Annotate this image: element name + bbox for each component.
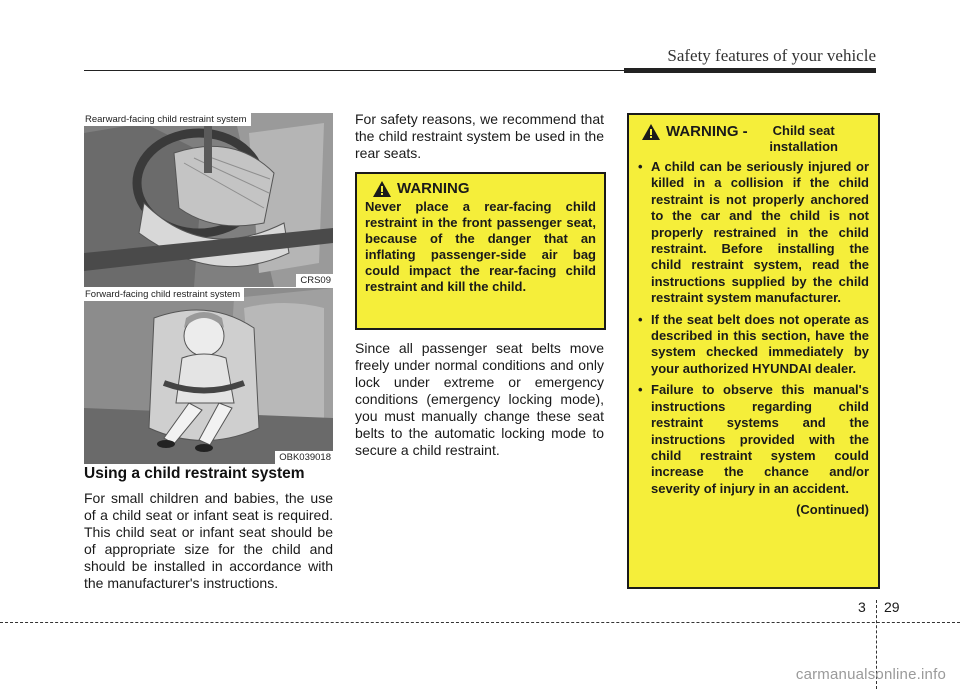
warning-text: Never place a rear-facing child restraint in the front passenger seat, because of the danger that an inflating passenger-side air bag could impact the rear-facing child restraint and kill the child.	[365, 199, 596, 294]
forward-seat-illustration	[84, 288, 333, 464]
warning-title	[373, 180, 596, 197]
section-body: For small children and babies, the use of a child seat or infant seat is required. This child seat or infant seat should be of appropriate size for the child and should be installed in accordance with the manufacturer's instructions.	[84, 490, 333, 591]
page-number: 29	[884, 599, 900, 615]
rear-seat-recommendation: For safety reasons, we recommend that the child restraint system be used in the rear seats.	[355, 111, 604, 161]
list-item: • Failure to observe this manual's instructions regarding child restraint systems and the instructions provided with the child restraint system could increase the chance and/or severity of injury in an accident.	[638, 382, 869, 497]
list-item: • If the seat belt does not operate as described in this section, have the system checked immediately by your authorized HYUNDAI dealer.	[638, 312, 869, 378]
figure-caption: Rearward-facing child restraint system	[84, 113, 251, 126]
rearward-seat-illustration	[84, 113, 333, 287]
warning-label: WARNING -	[666, 123, 748, 140]
warning-box-rear-facing	[355, 172, 606, 330]
warning-label: WARNING	[397, 180, 470, 197]
watermark: carmanualsonline.info	[795, 666, 946, 683]
section-heading: Using a child restraint system	[84, 465, 305, 482]
header-bar	[624, 68, 876, 73]
list-item: • A child can be seriously injured or killed in a collision if the child restraint is not properly anchored to the car and the child is not properly restrained in the child restraint. Before installing the child restraint system, read the instructions supplied by the child restraint system manufacturer.	[638, 159, 869, 307]
warning-title	[642, 123, 869, 155]
warning-triangle-icon	[642, 124, 660, 140]
figure-caption: Forward-facing child restraint system	[84, 288, 244, 301]
warning-triangle-icon	[373, 181, 391, 197]
page-chapter: 3	[858, 599, 866, 615]
seat-belt-locking-text: Since all passenger seat belts move freely under normal conditions and only lock under extreme or emergency conditions (emergency locking mode), you must manually change these seat belts to the automatic locking mode to secure a child restraint.	[355, 340, 604, 458]
warning-box-child-seat-installation	[627, 113, 880, 589]
warning-list	[638, 159, 869, 497]
figure-rearward	[84, 113, 333, 287]
figure-code: OBK039018	[275, 451, 333, 464]
continued-label: (Continued)	[796, 502, 869, 518]
warning-subtitle: Child seat installation	[769, 123, 838, 154]
figure-code: CRS09	[296, 274, 333, 287]
page-header-title: Safety features of your vehicle	[667, 46, 876, 65]
figure-forward	[84, 288, 333, 464]
footer-rule	[0, 622, 960, 623]
header-rule	[84, 70, 624, 71]
